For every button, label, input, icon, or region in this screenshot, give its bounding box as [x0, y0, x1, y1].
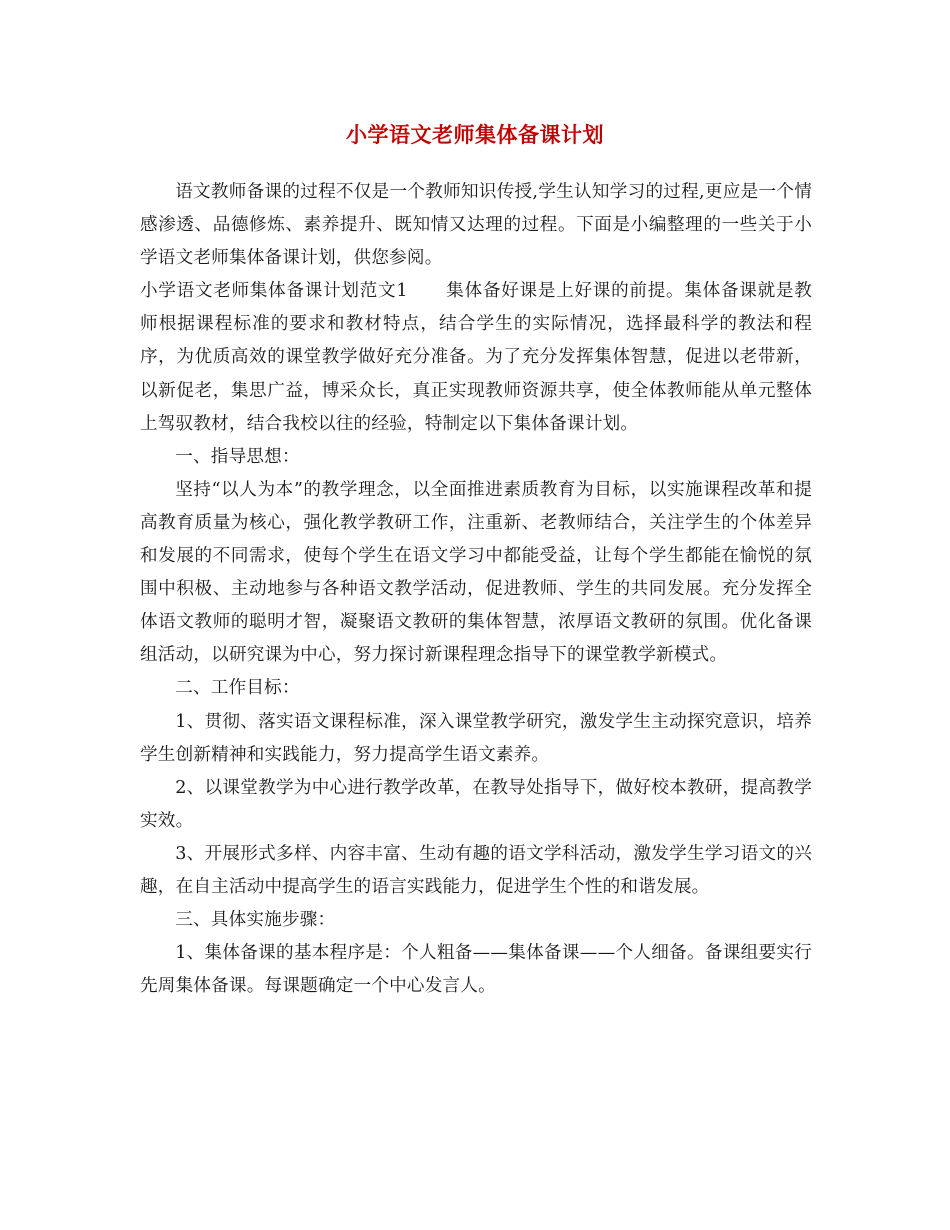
sample-body: 集体备好课是上好课的前提。集体备课就是教师根据课程标准的要求和教材特点，结合学生的实际情况，选择最科学的教法和程序，为优质高效的课堂教学做好充分准备。为了充分发挥集体智慧，促进以老带新，以新促老，集思广益，博采众长，真正实现教师资源共享，使全体教师能从单元整体上驾驭教材，结合我校以往的经验，特制定以下集体备课计划。	[140, 281, 812, 434]
implementation-step-item: 1、集体备课的基本程序是：个人粗备——集体备课——个人细备。备课组要实行先周集体备课。每课题确定一个中心发言人。	[140, 943, 812, 997]
sample-label: 小学语文老师集体备课计划范文1	[140, 281, 408, 302]
section-heading-guiding-ideology: 一、指导思想：	[175, 446, 300, 467]
document-body	[140, 176, 812, 1003]
document-title: 小学语文老师集体备课计划	[346, 122, 604, 147]
intro-paragraph: 语文教师备课的过程不仅是一个教师知识传授,学生认知学习的过程,更应是一个情感渗透、品德修炼、素养提升、既知情又达理的过程。下面是小编整理的一些关于小学语文老师集体备课计划，供您参阅。	[140, 182, 812, 269]
work-goal-item: 3、开展形式多样、内容丰富、生动有趣的语文学科活动，激发学生学习语文的兴趣，在自主活动中提高学生的语言实践能力，促进学生个性的和谐发展。	[140, 843, 812, 897]
work-goal-item: 2、以课堂教学为中心进行教学改革，在教导处指导下，做好校本教研，提高教学实效。	[140, 777, 812, 831]
section-heading-implementation-steps: 三、具体实施步骤：	[175, 910, 336, 931]
guiding-ideology-paragraph: 坚持“以人为本”的教学理念，以全面推进素质教育为目标，以实施课程改革和提高教育质量为核心，强化教学教研工作，注重新、老教师结合，关注学生的个体差异和发展的不同需求，使每个学生在语文学习中都能受益，让每个学生都能在愉悦的氛围中积极、主动地参与各种语文教学活动，促进教师、学生的共同发展。充分发挥全体语文教师的聪明才智，凝聚语文教研的集体智慧，浓厚语文教研的氛围。优化备课组活动，以研究课为中心，努力探讨新课程理念指导下的课堂教学新模式。	[140, 479, 812, 666]
work-goal-item: 1、贯彻、落实语文课程标准，深入课堂教学研究，激发学生主动探究意识，培养学生创新精神和实践能力，努力提高学生语文素养。	[140, 711, 812, 765]
section-heading-work-goals: 二、工作目标：	[175, 678, 300, 699]
sample-paragraph	[140, 275, 812, 440]
